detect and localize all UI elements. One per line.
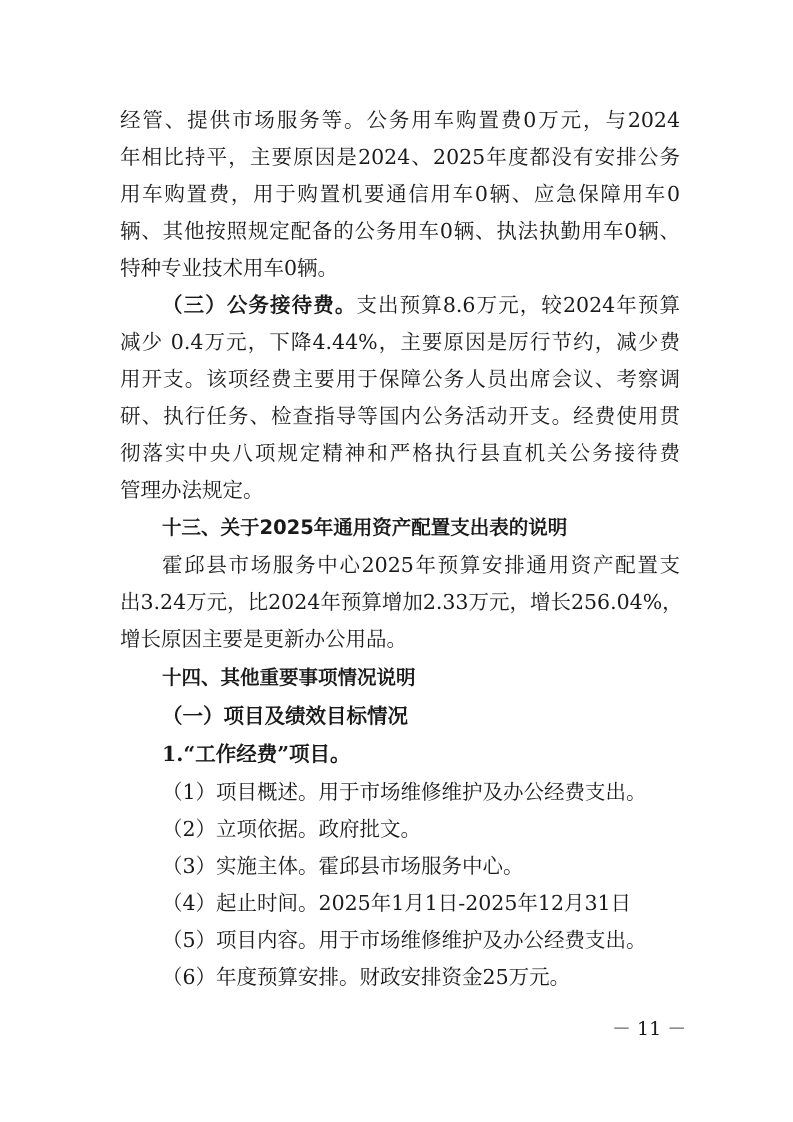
section-heading-13: 十三、关于2025年通用资产配置支出表的说明	[162, 516, 568, 539]
body-line: 彻落实中央八项规定精神和严格执行县直机关公务接待费	[120, 441, 680, 465]
body-line: 出3.24万元，比2024年预算增加2.33万元，增长256.04%，	[120, 590, 683, 614]
body-line: （三）公务接待费。支出预算8.6万元，较2024年预算	[162, 293, 680, 317]
subsection-heading-reception: （三）公务接待费。	[162, 293, 357, 317]
section-heading-14: 十四、其他重要事项情况说明	[162, 666, 416, 689]
list-item: （1）项目概述。用于市场维修维护及办公经费支出。	[162, 780, 647, 804]
body-line: 管理办法规定。	[120, 478, 264, 502]
list-item: （4）起止时间。2025年1月1日-2025年12月31日	[162, 891, 632, 915]
page-number: － 11 －	[612, 1018, 687, 1040]
item-heading-work-fund: 1.“工作经费”项目。	[162, 742, 351, 766]
list-item: （2）立项依据。政府批文。	[162, 817, 422, 841]
body-line: 辆、其他按照规定配备的公务用车0辆、执法执勤用车0辆、	[120, 219, 680, 243]
body-line: 经管、提供市场服务等。公务用车购置费0万元，与2024	[120, 108, 680, 132]
body-line: 研、执行任务、检查指导等国内公务活动开支。经费使用贯	[120, 404, 680, 428]
body-line: 霍邱县市场服务中心2025年预算安排通用资产配置支	[162, 553, 680, 577]
list-item: （6）年度预算安排。财政安排资金25万元。	[162, 965, 571, 989]
body-line: 特种专业技术用车0辆。	[120, 256, 339, 280]
body-line: 用车购置费，用于购置机要通信用车0辆、应急保障用车0	[120, 182, 680, 206]
body-line: 减少 0.4万元，下降4.44%，主要原因是厉行节约，减少费	[120, 330, 680, 354]
subsection-heading-projects: （一）项目及绩效目标情况	[162, 704, 408, 728]
body-line: 增长原因主要是更新办公用品。	[120, 627, 407, 651]
list-item: （5）项目内容。用于市场维修维护及办公经费支出。	[162, 928, 647, 952]
body-line: 年相比持平，主要原因是2024、2025年度都没有安排公务	[120, 145, 680, 169]
list-item: （3）实施主体。霍邱县市场服务中心。	[162, 854, 524, 878]
body-line: 用开支。该项经费主要用于保障公务人员出席会议、考察调	[120, 367, 680, 391]
